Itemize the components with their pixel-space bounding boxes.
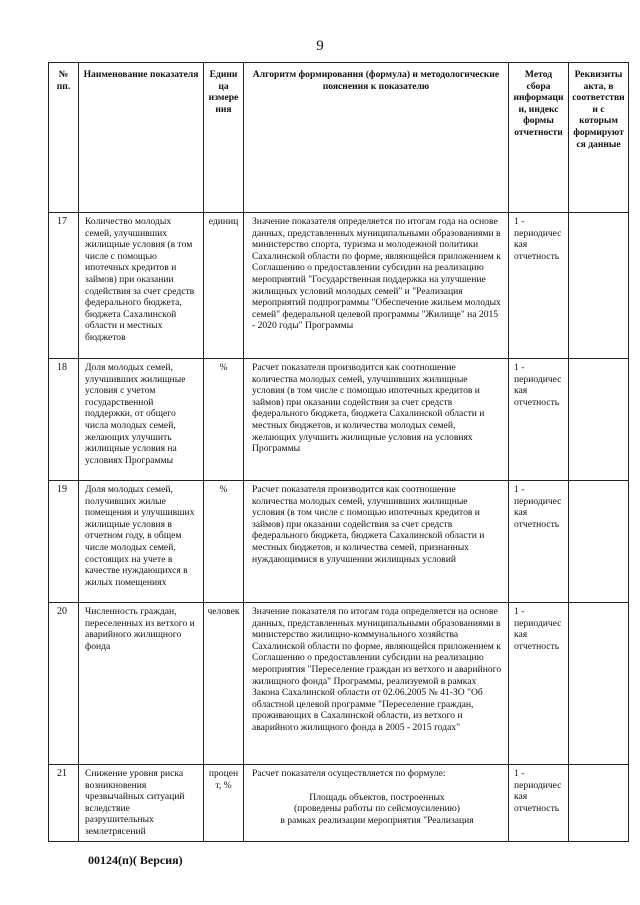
row-unit: человек bbox=[204, 603, 244, 765]
row-requisites bbox=[569, 359, 629, 481]
row-num: 18 bbox=[49, 359, 79, 481]
row-requisites bbox=[569, 603, 629, 765]
row-num: 21 bbox=[49, 765, 79, 842]
row-unit: единиц bbox=[204, 213, 244, 359]
row-unit: процент, % bbox=[204, 765, 244, 842]
row-method: 1 - периодическая отчетность bbox=[509, 603, 569, 765]
row-algorithm: Расчет показателя производится как соотношение количества молодых семей, улучшивших жилищные условия (в том числе с помощью ипотечных кредитов и займов) при оказании содействия за счет средств федерального бюджета, бюджета Сахалинской области и местных бюджетов, и количества молодых семей, желающих улучшить жилищные условия на условиях Программы bbox=[244, 359, 509, 481]
row-method: 1 - периодическая отчетность bbox=[509, 481, 569, 603]
row-algorithm: Расчет показателя производится как соотношение количества молодых семей, улучшивших жилищные условия (в том числе с помощью ипотечных кредитов и займов) при оказании содействия за счет средств федерального бюджета, бюджета Сахалинской области и местных бюджетов, и количества семей, признанных нуждающимися в улучшении жилищных условий bbox=[244, 481, 509, 603]
row-requisites bbox=[569, 481, 629, 603]
row-name: Доля молодых семей, улучшивших жилищные условия с учетом государственной поддержки, от общего числа молодых семей, желающих улучшить жилищные условия на условиях Программы bbox=[79, 359, 204, 481]
row-algorithm: Значение показателя определяется по итогам года на основе данных, представленных муниципальными образованиями в министерство спорта, туризма и молодежной политики Сахалинской области по форме, являющейся приложением к Соглашению о предоставлении субсидии на реализацию мероприятий "Государственная поддержка на улучшение жилищных условий молодых семей" и "Реализация мероприятий подпрограммы "Обеспечение жильем молодых семей" федеральной целевой программы "Жилище" на 2015 - 2020 годы" Программы bbox=[244, 213, 509, 359]
row-algorithm: Расчет показателя осуществляется по формуле: bbox=[252, 768, 446, 779]
row-requisites bbox=[569, 765, 629, 842]
table-row bbox=[49, 603, 629, 765]
header-requisites: Реквизиты акта, в соответствии с которым формируются данные bbox=[569, 63, 629, 213]
row-num: 19 bbox=[49, 481, 79, 603]
header-num: № пп. bbox=[49, 63, 79, 213]
row-method: 1 - периодическая отчетность bbox=[509, 359, 569, 481]
row-name: Снижение уровня риска возникновения чрезвычайных ситуаций вследствие разрушительных землетрясений bbox=[79, 765, 204, 842]
row-requisites bbox=[569, 213, 629, 359]
row-method: 1 - периодическая отчетность bbox=[509, 765, 569, 842]
table-header-row bbox=[49, 63, 629, 213]
header-unit: Единица измерения bbox=[204, 63, 244, 213]
formula-line: (проведены работы по сейсмоусилению) bbox=[293, 803, 460, 815]
page-number: 9 bbox=[316, 38, 324, 54]
row-unit: % bbox=[204, 359, 244, 481]
row-algorithm-cell bbox=[244, 765, 509, 842]
formula-line: в рамках реализации мероприятия "Реализация bbox=[280, 814, 474, 826]
header-algorithm: Алгоритм формирования (формула) и методологические пояснения к показателю bbox=[244, 63, 509, 213]
row-num: 17 bbox=[49, 213, 79, 359]
row-algorithm: Значение показателя по итогам года определяется на основе данных, представленных муниципальными образованиями в министерство жилищно-коммунального хозяйства Сахалинской области по форме, являющейся приложением к Соглашению о предоставлении субсидии на реализацию мероприятия "Переселение граждан из ветхого и аварийного жилищного фонда" Программы, реализуемой в рамках Закона Сахалинской области от 02.06.2005 № 41-ЗО "Об областной целевой программе "Переселение граждан, проживающих в Сахалинской области, из ветхого и аварийного жилищного фонда в 2005 - 2015 годах" bbox=[244, 603, 509, 765]
header-method: Метод сбора информации, индекс формы отчетности bbox=[509, 63, 569, 213]
document-footer-code: 00124(п)( Версия) bbox=[88, 853, 183, 867]
table-row bbox=[49, 359, 629, 481]
row-unit: % bbox=[204, 481, 244, 603]
table-row bbox=[49, 765, 629, 842]
header-name: Наименование показателя bbox=[79, 63, 204, 213]
row-num: 20 bbox=[49, 603, 79, 765]
table-row bbox=[49, 481, 629, 603]
formula-line: Площадь объектов, построенных bbox=[309, 791, 445, 803]
row-method: 1 - периодическая отчетность bbox=[509, 213, 569, 359]
row-name: Доля молодых семей, получивших жилые помещения и улучшивших жилищные условия в отчетном году, в общем числе молодых семей, состоящих на учете в качестве нуждающихся в жилых помещениях bbox=[79, 481, 204, 603]
indicators-table bbox=[48, 62, 629, 842]
row-name: Количество молодых семей, улучшивших жилищные условия (в том числе с помощью ипотечных кредитов и займов) при оказании содействия за счет средств федерального бюджета, бюджета Сахалинской области и местных бюджетов bbox=[79, 213, 204, 359]
table-row bbox=[49, 213, 629, 359]
row-name: Численность граждан, переселенных из ветхого и аварийного жилищного фонда bbox=[79, 603, 204, 765]
